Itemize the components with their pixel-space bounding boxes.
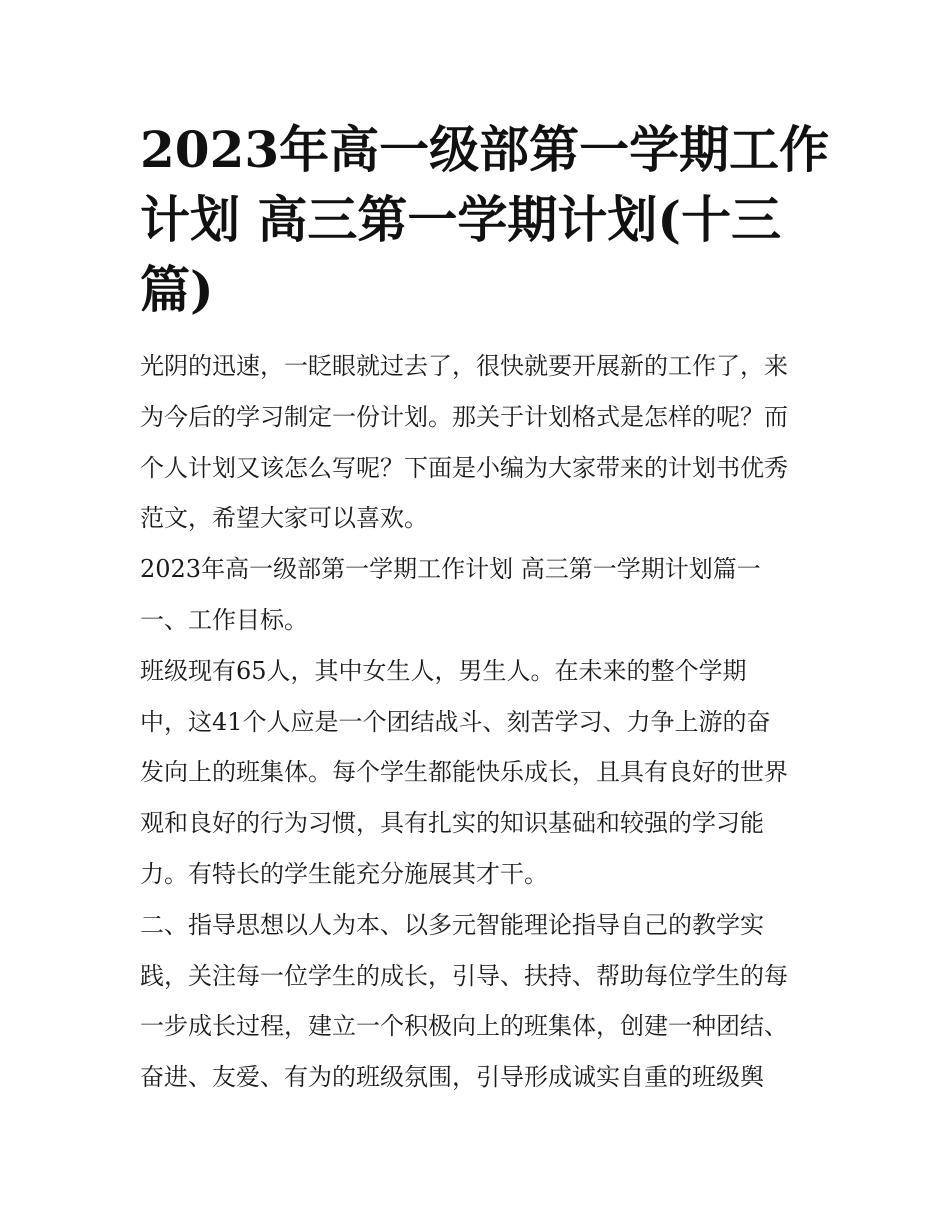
title-line: 2023年高一级部第一学期工作 (140, 120, 830, 179)
section-heading: 2023年高一级部第一学期工作计划 高三第一学期计划篇一 (140, 555, 761, 584)
paragraph-line: 班级现有65人，其中女生人，男生人。在未来的整个学期 (140, 656, 747, 685)
paragraph-line: 发向上的班集体。每个学生都能快乐成长，且具有良好的世界 (140, 758, 788, 787)
document-body (140, 341, 820, 1103)
intro-paragraph-line: 个人计划又该怎么写呢？下面是小编为大家带来的计划书优秀 (140, 453, 788, 482)
paragraph-line: 中，这41个人应是一个团结战斗、刻苦学习、力争上游的奋 (140, 707, 771, 736)
intro-paragraph-line: 范文，希望大家可以喜欢。 (140, 504, 428, 533)
document-title (140, 115, 830, 325)
document-page (140, 115, 830, 1103)
paragraph-line: 一步成长过程，建立一个积极向上的班集体，创建一种团结、 (140, 1012, 788, 1041)
paragraph-line: 力。有特长的学生能充分施展其才干。 (140, 859, 548, 888)
paragraph-line: 二、指导思想以人为本、以多元智能理论指导自己的教学实 (140, 910, 764, 939)
paragraph-line: 观和良好的行为习惯，具有扎实的知识基础和较强的学习能 (140, 809, 764, 838)
paragraph-line: 奋进、友爱、有为的班级氛围，引导形成诚实自重的班级舆 (140, 1063, 764, 1092)
title-line: 篇) (140, 260, 214, 319)
intro-paragraph-line: 为今后的学习制定一份计划。那关于计划格式是怎样的呢？而 (140, 402, 788, 431)
title-line: 计划 高三第一学期计划(十三 (140, 190, 782, 249)
paragraph-line: 践，关注每一位学生的成长，引导、扶持、帮助每位学生的每 (140, 961, 788, 990)
subheading-work-goals: 一、工作目标。 (140, 605, 308, 634)
intro-paragraph-line: 光阴的迅速，一眨眼就过去了，很快就要开展新的工作了，来 (140, 352, 788, 380)
